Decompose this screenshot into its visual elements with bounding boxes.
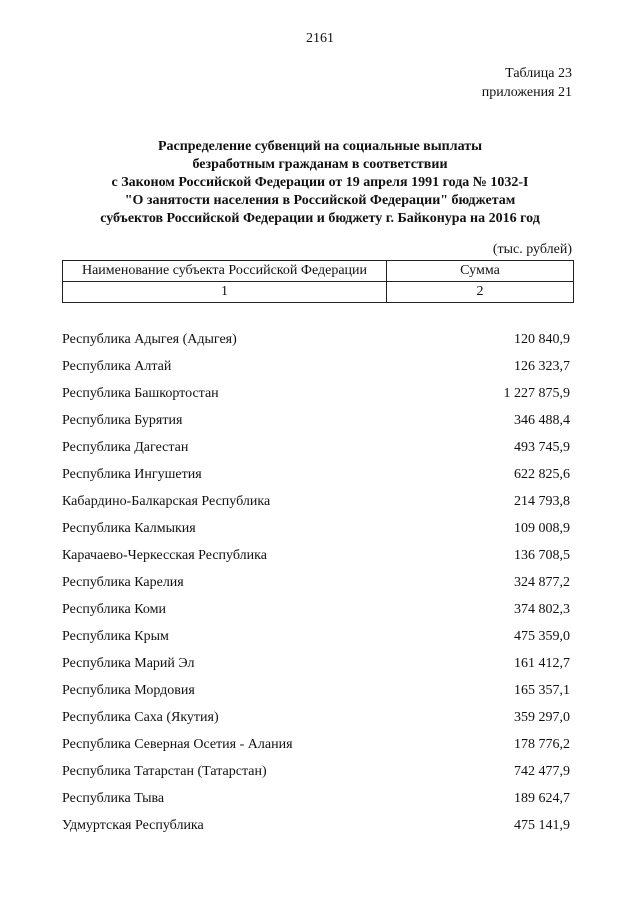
header-col-amount: Сумма xyxy=(387,261,574,282)
region-amount: 324 877,2 xyxy=(514,575,570,590)
region-name: Республика Башкортостан xyxy=(62,386,219,401)
table-row xyxy=(62,623,570,650)
region-name: Республика Мордовия xyxy=(62,683,195,698)
table-row xyxy=(62,353,570,380)
title-line3: с Законом Российской Федерации от 19 апреля 1991 года № 1032-I xyxy=(111,175,529,190)
table-row xyxy=(62,785,570,812)
region-amount: 346 488,4 xyxy=(514,413,570,428)
header-col-number-1: 1 xyxy=(63,282,387,303)
region-name: Республика Коми xyxy=(62,602,166,617)
header-col-name: Наименование субъекта Российской Федерации xyxy=(63,261,387,282)
region-name: Республика Саха (Якутия) xyxy=(62,710,219,725)
table-row xyxy=(62,461,570,488)
data-rows xyxy=(62,326,570,839)
region-amount: 742 477,9 xyxy=(514,764,570,779)
region-amount: 359 297,0 xyxy=(514,710,570,725)
table-reference-line2: приложения 21 xyxy=(481,85,572,100)
region-amount: 622 825,6 xyxy=(514,467,570,482)
region-name: Республика Дагестан xyxy=(62,440,189,455)
region-amount: 126 323,7 xyxy=(514,359,570,374)
table-row xyxy=(62,704,570,731)
region-name: Республика Алтай xyxy=(62,359,172,374)
table-reference-line1: Таблица 23 xyxy=(505,66,572,81)
region-name: Республика Бурятия xyxy=(62,413,183,428)
region-name: Республика Татарстан (Татарстан) xyxy=(62,764,267,779)
title-line4: "О занятости населения в Российской Федерации" бюджетам xyxy=(124,193,516,208)
region-name: Республика Адыгея (Адыгея) xyxy=(62,332,237,347)
region-name: Карачаево-Черкесская Республика xyxy=(62,548,267,563)
header-col-number-2: 2 xyxy=(387,282,574,303)
region-amount: 136 708,5 xyxy=(514,548,570,563)
table-row xyxy=(62,380,570,407)
title-line5: субъектов Российской Федерации и бюджету г. Байконура на 2016 год xyxy=(100,211,540,226)
table-row xyxy=(62,677,570,704)
region-amount: 161 412,7 xyxy=(514,656,570,671)
table-reference xyxy=(482,64,572,102)
region-name: Республика Калмыкия xyxy=(62,521,196,536)
region-name: Республика Тыва xyxy=(62,791,165,806)
region-amount: 1 227 875,9 xyxy=(503,386,570,401)
region-amount: 214 793,8 xyxy=(514,494,570,509)
table-row xyxy=(62,542,570,569)
region-amount: 475 141,9 xyxy=(514,818,570,833)
table-row xyxy=(62,758,570,785)
units-label: (тыс. рублей) xyxy=(492,242,572,257)
header-number-row xyxy=(63,282,574,303)
table-row xyxy=(62,731,570,758)
table-row xyxy=(62,596,570,623)
table-row xyxy=(62,488,570,515)
table-row xyxy=(62,434,570,461)
region-amount: 120 840,9 xyxy=(514,332,570,347)
region-amount: 493 745,9 xyxy=(514,440,570,455)
table-row xyxy=(62,407,570,434)
region-name: Республика Карелия xyxy=(62,575,184,590)
region-amount: 189 624,7 xyxy=(514,791,570,806)
title-line1: Распределение субвенций на социальные выплаты xyxy=(157,139,483,154)
header-table xyxy=(62,260,574,303)
table-row xyxy=(62,812,570,839)
table-row xyxy=(62,569,570,596)
region-name: Удмуртская Республика xyxy=(62,818,204,833)
region-amount: 178 776,2 xyxy=(514,737,570,752)
table-row xyxy=(62,515,570,542)
region-name: Республика Ингушетия xyxy=(62,467,202,482)
region-name: Республика Крым xyxy=(62,629,169,644)
page-number: 2161 xyxy=(306,31,334,46)
region-amount: 109 008,9 xyxy=(514,521,570,536)
table-row xyxy=(62,650,570,677)
region-amount: 475 359,0 xyxy=(514,629,570,644)
region-amount: 374 802,3 xyxy=(514,602,570,617)
region-name: Кабардино-Балкарская Республика xyxy=(62,494,271,509)
document-title xyxy=(40,138,600,228)
title-line2: безработным гражданам в соответствии xyxy=(192,157,448,172)
header-row xyxy=(63,261,574,282)
region-name: Республика Марий Эл xyxy=(62,656,195,671)
region-name: Республика Северная Осетия - Алания xyxy=(62,737,293,752)
region-amount: 165 357,1 xyxy=(514,683,570,698)
table-row xyxy=(62,326,570,353)
